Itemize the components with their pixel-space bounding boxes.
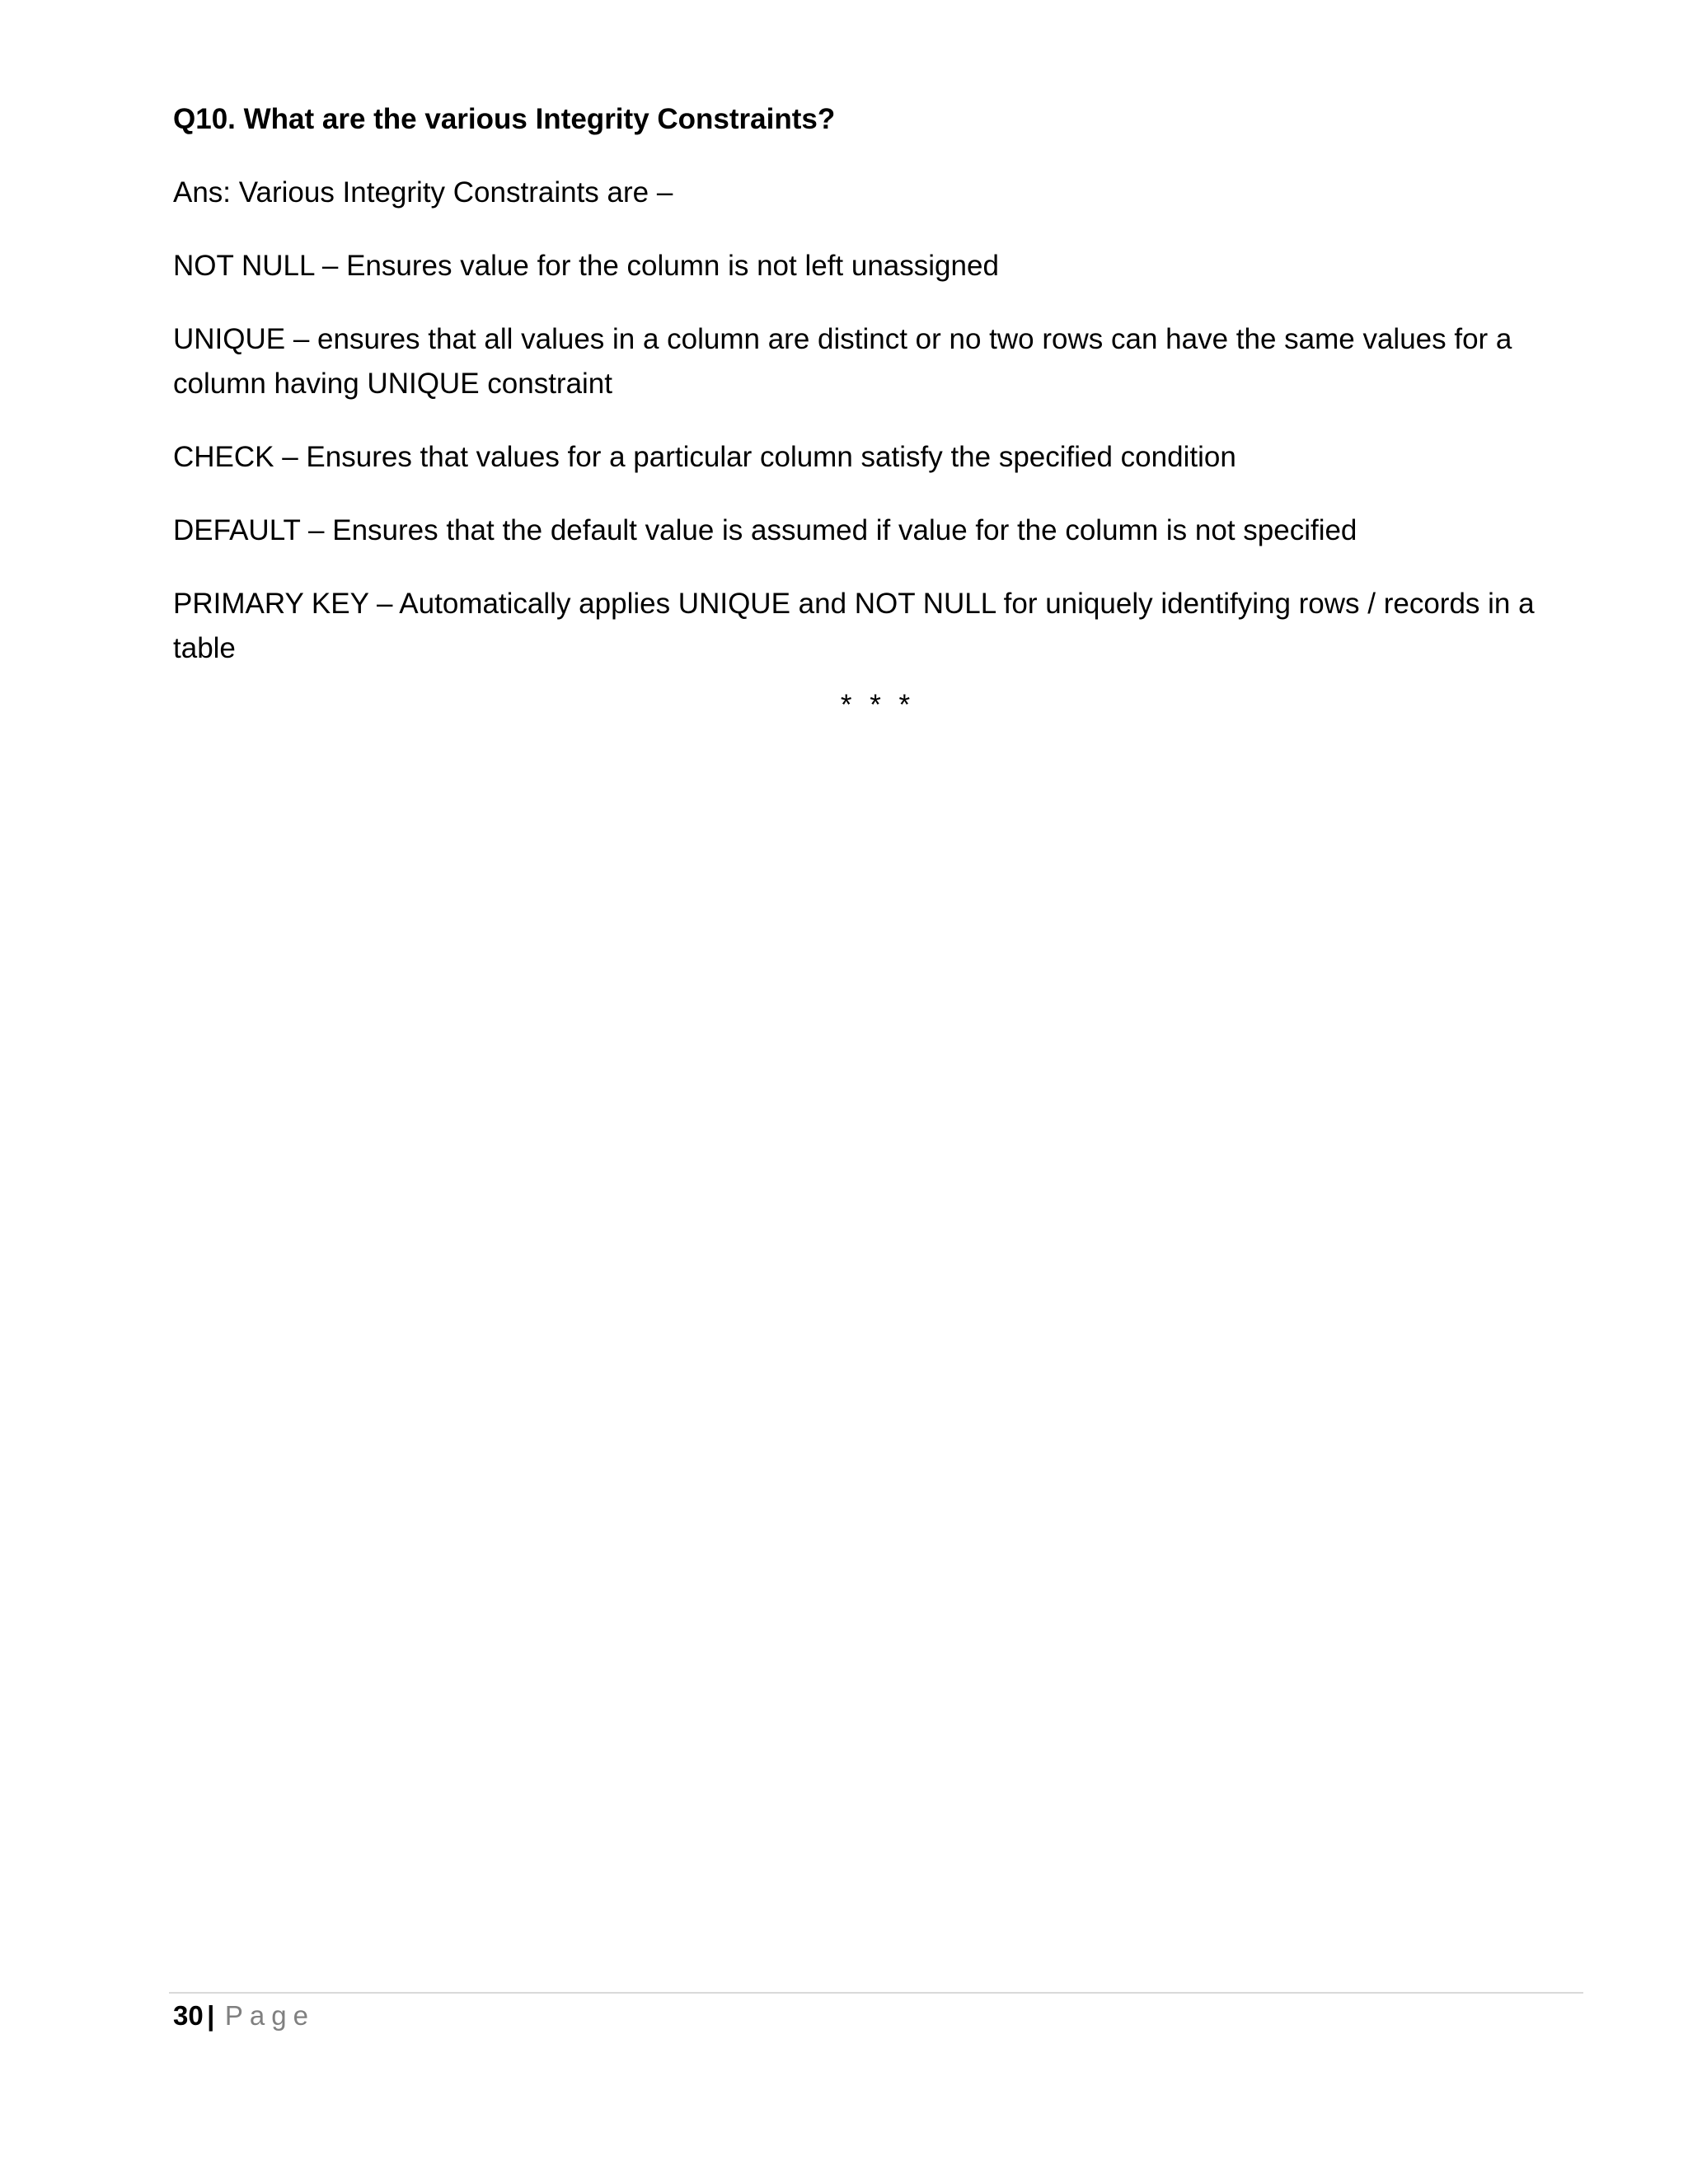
question-heading: Q10. What are the various Integrity Constraints?: [173, 103, 836, 135]
page-label: Page: [224, 2000, 315, 2031]
constraint-default: DEFAULT – Ensures that the default value is assumed if value for the column is not specified: [173, 514, 1357, 546]
page-footer: [169, 1992, 1583, 2032]
constraint-not-null: NOT NULL – Ensures value for the column is not left unassigned: [173, 250, 999, 282]
answer-intro: Ans: Various Integrity Constraints are –: [173, 176, 673, 209]
page-content: [173, 97, 1582, 728]
constraint-check: CHECK – Ensures that values for a particular column satisfy the specified condition: [173, 441, 1236, 473]
page-number: 30: [173, 2000, 204, 2031]
constraint-unique: UNIQUE – ensures that all values in a column are distinct or no two rows can have the same values for a column having UNIQUE constraint: [173, 323, 1512, 400]
constraint-primary-key: PRIMARY KEY – Automatically applies UNIQUE and NOT NULL for uniquely identifying rows / records in a table: [173, 588, 1535, 664]
page-number-separator: |: [207, 2000, 215, 2031]
section-separator: * * *: [840, 689, 916, 721]
